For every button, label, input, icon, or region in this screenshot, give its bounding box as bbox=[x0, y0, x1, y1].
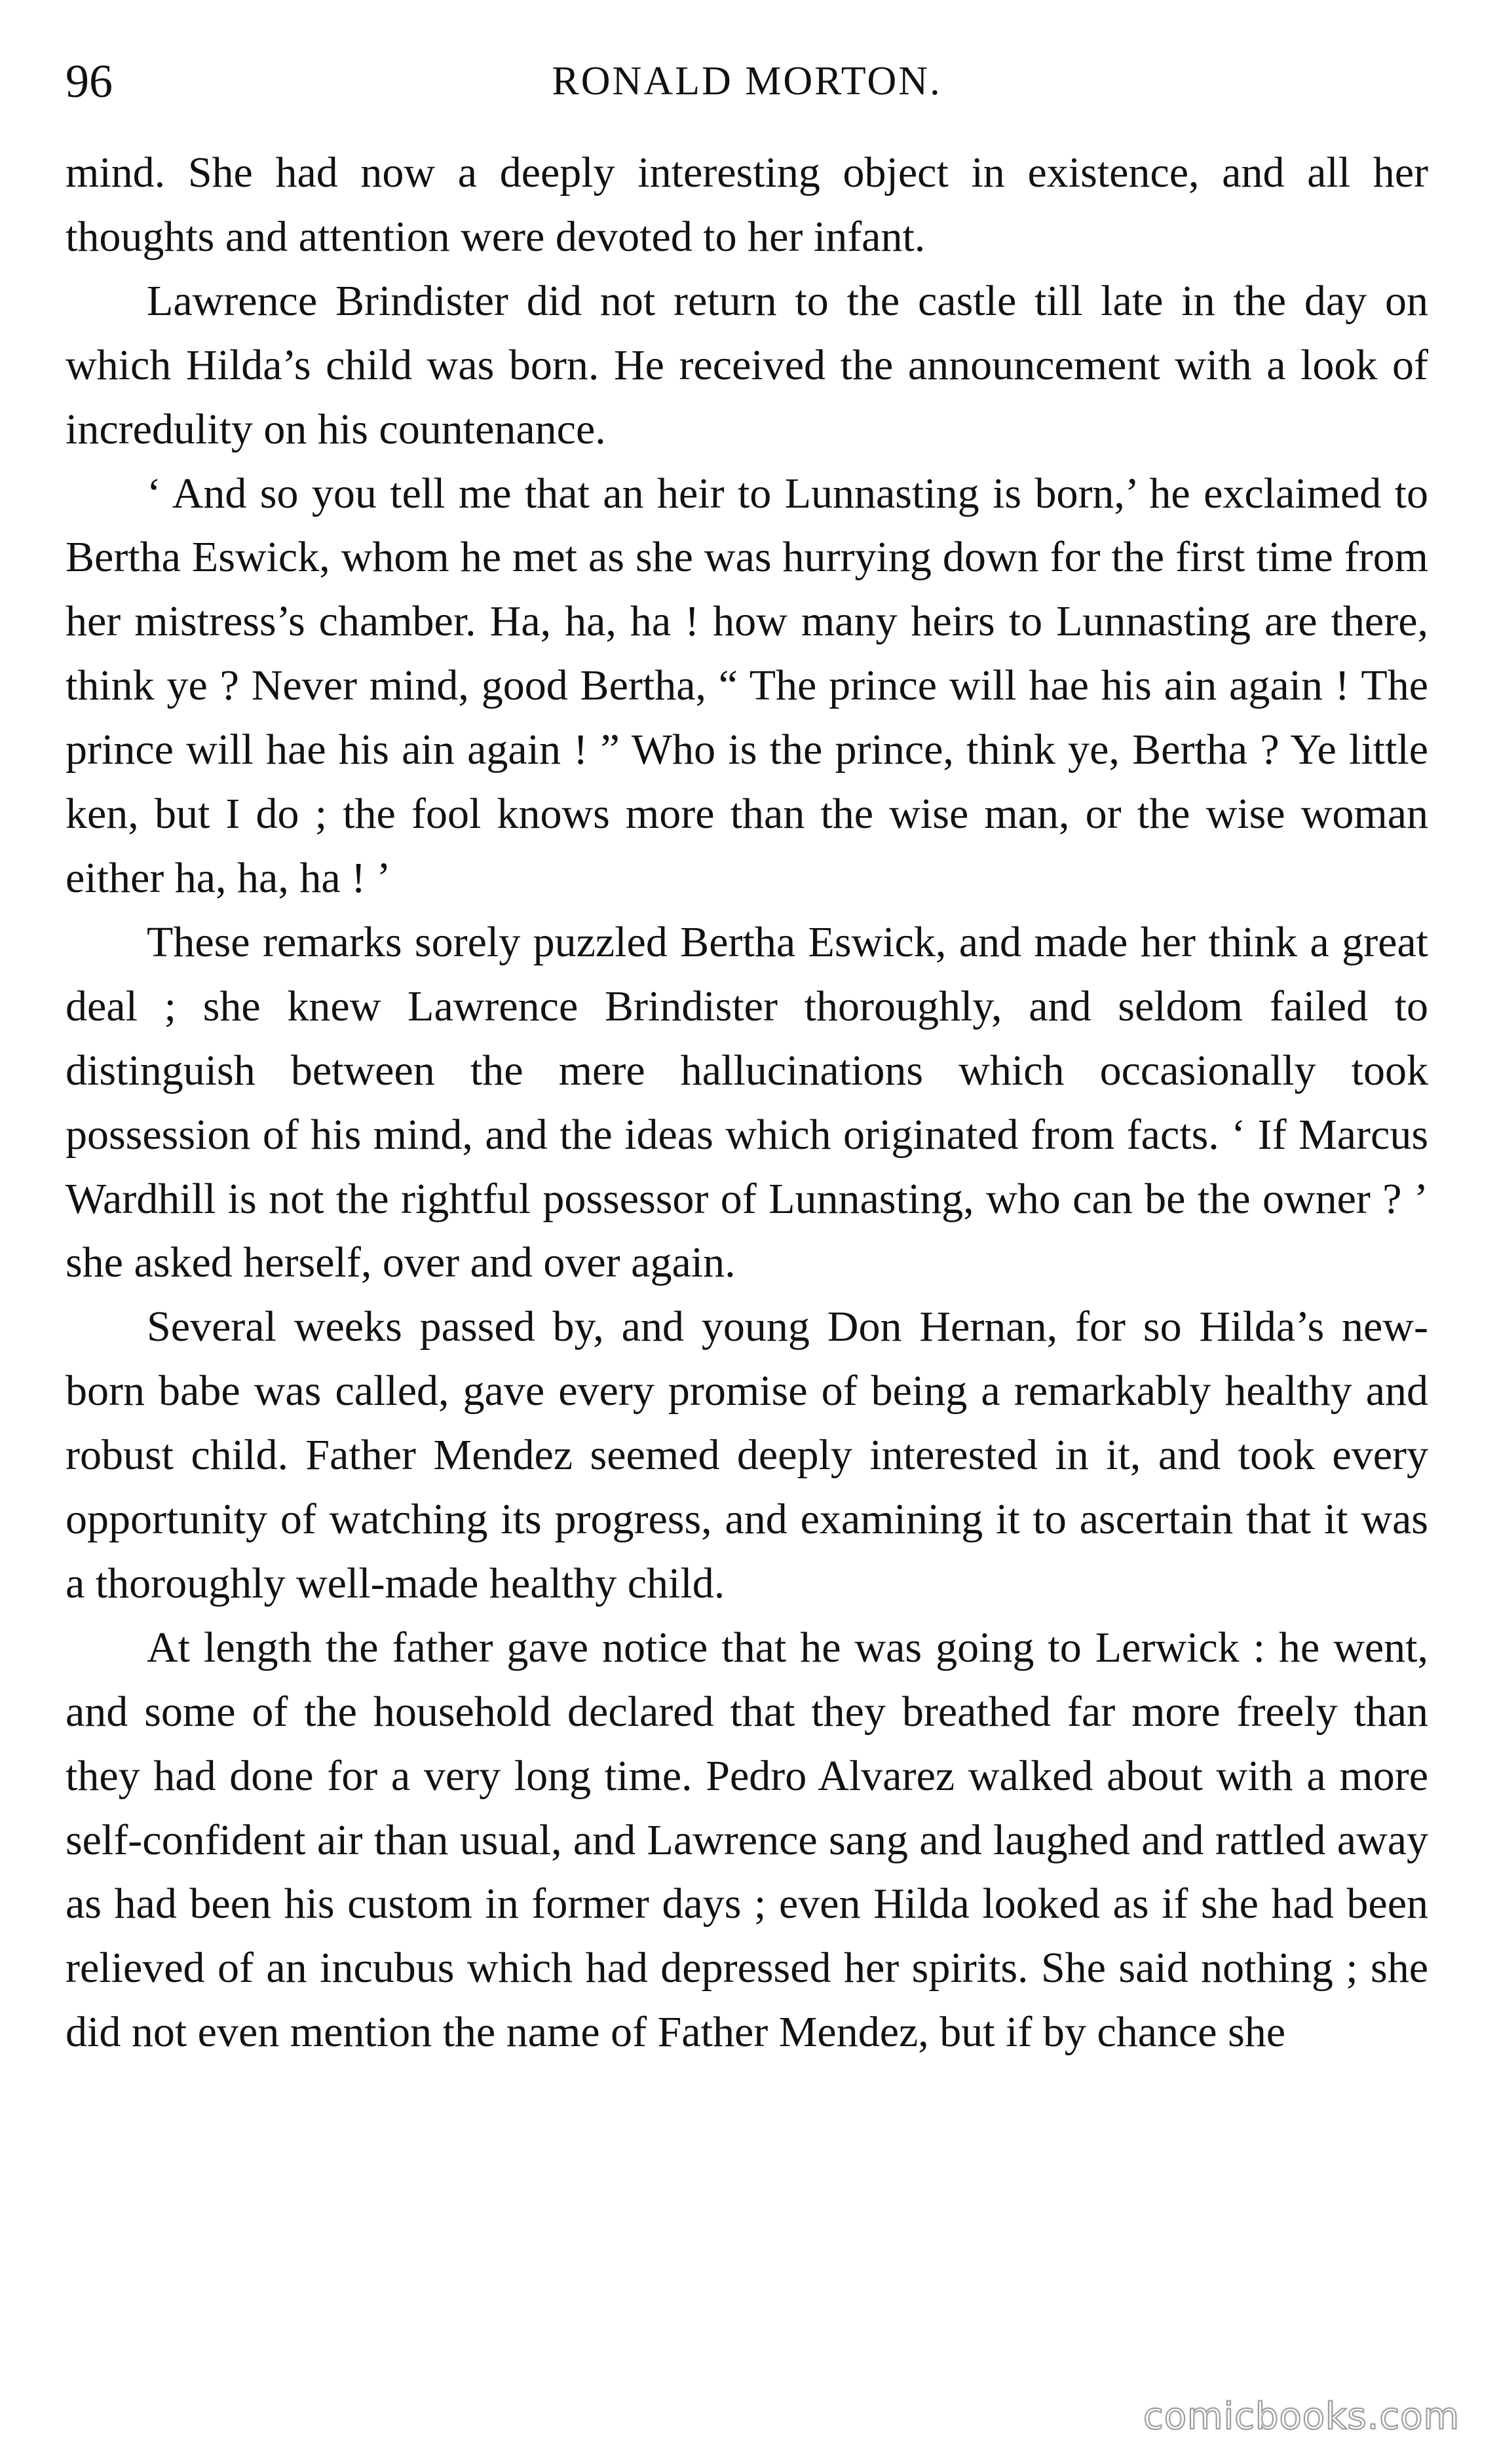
paragraph: ‘ And so you tell me that an heir to Lunnasting is born,’ he exclaimed to Bertha Eswick, whom he met as she was hurrying down for the first time from her mistress’s chamber. Ha, ha, ha ! how many heirs to Lunnasting are there, think ye ? Never mind, good Bertha, “ The prince will hae his ain again ! The prince will hae his ain again ! ” Who is the prince, think ye, Bertha ? Ye little ken, but I do ; the fool knows more than the wise man, or the wise woman either ha, ha, ha ! ’ bbox=[66, 469, 1428, 902]
paragraph: Lawrence Brindister did not return to the castle till late in the day on which Hilda’s child was born. He received the announcement with a look of incredulity on his countenance. bbox=[66, 276, 1428, 453]
paragraph: Several weeks passed by, and young Don Hernan, for so Hilda’s new-born babe was called, gave every promise of being a remarkably healthy and robust child. Father Mendez seemed deeply interested in it, and took every opportunity of watching its progress, and examining it to ascertain that it was a thoroughly well-made healthy child. bbox=[66, 1303, 1428, 1607]
body-text bbox=[66, 141, 1428, 2064]
paragraph: At length the father gave notice that he was going to Lerwick : he went, and some of the household declared that they breathed far more freely than they had done for a very long time. Pedro Alvarez walked about with a more self-confident air than usual, and Lawrence sang and laughed and rattled away as had been his custom in former days ; even Hilda looked as if she had been relieved of an incubus which had depressed her spirits. She said nothing ; she did not even mention the name of Father Mendez, but if by chance she bbox=[66, 1623, 1428, 2057]
running-title: RONALD MORTON. bbox=[552, 59, 942, 103]
watermark: comicbooks.com bbox=[1143, 2395, 1460, 2438]
page-header bbox=[66, 42, 1428, 121]
page-number: 96 bbox=[66, 55, 113, 107]
paragraph: These remarks sorely puzzled Bertha Eswick, and made her think a great deal ; she knew Lawrence Brindister thoroughly, and seldom failed to distinguish between the mere hallucinations which occasionally took possession of his mind, and the ideas which originated from facts. ‘ If Marcus Wardhill is not the rightful possessor of Lunnasting, who can be the owner ? ’ she asked herself, over and over again. bbox=[66, 918, 1428, 1287]
paragraph: mind. She had now a deeply interesting object in existence, and all her thoughts and attention were devoted to her infant. bbox=[66, 149, 1428, 261]
